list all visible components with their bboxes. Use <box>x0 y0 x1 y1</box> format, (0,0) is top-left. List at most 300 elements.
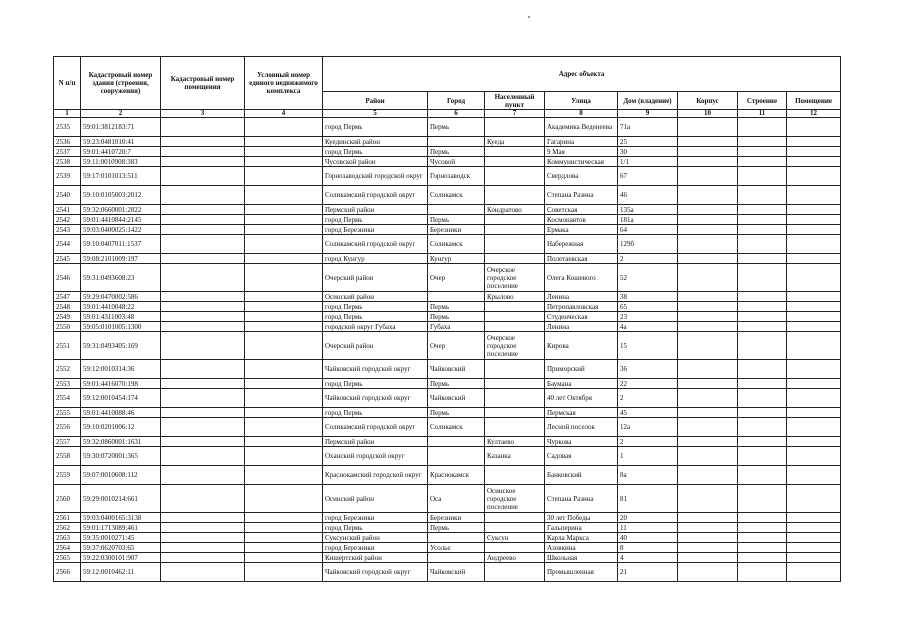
row-number-cell: 2541 <box>54 205 81 215</box>
row-number-cell: 2558 <box>54 447 81 466</box>
cadastral-number-cell: 59:30:0720001:365 <box>81 447 161 466</box>
district-cell: Очерский район <box>323 264 428 292</box>
settlement-cell <box>485 563 545 582</box>
cadastral-number-cell: 59:01:4311003:48 <box>81 312 161 322</box>
settlement-cell <box>485 408 545 418</box>
column-number: 12 <box>787 110 841 118</box>
city-cell <box>428 205 485 215</box>
street-cell: Гальперина <box>545 523 618 533</box>
table-row <box>54 553 841 563</box>
block-cell <box>678 147 738 157</box>
complex-number-cell <box>245 513 323 523</box>
district-cell: город Пермь <box>323 302 428 312</box>
column-number: 10 <box>678 110 738 118</box>
row-number-cell: 2548 <box>54 302 81 312</box>
city-cell: Пермь <box>428 215 485 225</box>
room-cell <box>787 553 841 563</box>
street-cell: Чуркова <box>545 437 618 447</box>
district-cell: город Пермь <box>323 118 428 137</box>
house-cell: 2 <box>618 437 678 447</box>
building-cell <box>738 235 787 254</box>
table-row <box>54 302 841 312</box>
table-row <box>54 264 841 292</box>
building-cell <box>738 264 787 292</box>
table-row <box>54 447 841 466</box>
building-cell <box>738 533 787 543</box>
table-row <box>54 137 841 147</box>
city-cell: Очер <box>428 332 485 360</box>
settlement-cell <box>485 418 545 437</box>
house-cell: 4 <box>618 553 678 563</box>
table-row <box>54 118 841 137</box>
settlement-cell <box>485 167 545 186</box>
street-cell: Академика Веденеева <box>545 118 618 137</box>
house-cell: 135а <box>618 205 678 215</box>
cadastral-number-cell: 59:05:0101005:1300 <box>81 322 161 332</box>
cadastral-number-cell: 59:32:0860001:1631 <box>81 437 161 447</box>
row-number-cell: 2565 <box>54 553 81 563</box>
complex-number-cell <box>245 379 323 389</box>
table-row <box>54 322 841 332</box>
room-cadastral-cell <box>161 533 245 543</box>
settlement-cell: Култаево <box>485 437 545 447</box>
house-cell: 20 <box>618 513 678 523</box>
row-number-cell: 2540 <box>54 186 81 205</box>
header-complex-number: Условный номер единого недвижимого комплекса <box>245 57 323 110</box>
row-number-cell: 2539 <box>54 167 81 186</box>
district-cell: Суксунский район <box>323 533 428 543</box>
cadastral-number-cell: 59:12:0010462:11 <box>81 563 161 582</box>
city-cell: Чайковский <box>428 563 485 582</box>
room-cadastral-cell <box>161 437 245 447</box>
street-cell: Петропавловская <box>545 302 618 312</box>
room-cell <box>787 332 841 360</box>
building-cell <box>738 147 787 157</box>
row-number-cell: 2544 <box>54 235 81 254</box>
cadastral-number-cell: 59:03:0400025:1422 <box>81 225 161 235</box>
header-street: Улица <box>545 92 618 110</box>
complex-number-cell <box>245 389 323 408</box>
district-cell: город Березники <box>323 513 428 523</box>
settlement-cell <box>485 235 545 254</box>
complex-number-cell <box>245 225 323 235</box>
district-cell: городской округ Губаха <box>323 322 428 332</box>
table-row <box>54 523 841 533</box>
room-cell <box>787 437 841 447</box>
street-cell: Промышленная <box>545 563 618 582</box>
room-cadastral-cell <box>161 302 245 312</box>
house-cell: 2 <box>618 254 678 264</box>
building-cell <box>738 379 787 389</box>
row-number-cell: 2550 <box>54 322 81 332</box>
block-cell <box>678 205 738 215</box>
building-cell <box>738 389 787 408</box>
street-cell: Студенческая <box>545 312 618 322</box>
row-number-cell: 2537 <box>54 147 81 157</box>
street-cell: Баумана <box>545 379 618 389</box>
settlement-cell <box>485 147 545 157</box>
building-cell <box>738 254 787 264</box>
street-cell: Гагарина <box>545 137 618 147</box>
room-cadastral-cell <box>161 418 245 437</box>
block-cell <box>678 302 738 312</box>
row-number-cell: 2556 <box>54 418 81 437</box>
cadastral-number-cell: 59:29:0470002:586 <box>81 292 161 302</box>
complex-number-cell <box>245 563 323 582</box>
header-city: Город <box>428 92 485 110</box>
room-cadastral-cell <box>161 447 245 466</box>
room-cadastral-cell <box>161 205 245 215</box>
cadastral-number-cell: 59:01:4416070:198 <box>81 379 161 389</box>
street-cell: Лесной поселок <box>545 418 618 437</box>
row-number-cell: 2546 <box>54 264 81 292</box>
room-cadastral-cell <box>161 167 245 186</box>
room-cell <box>787 360 841 379</box>
row-number-cell: 2563 <box>54 533 81 543</box>
block-cell <box>678 408 738 418</box>
city-cell: Чайковский <box>428 389 485 408</box>
room-cadastral-cell <box>161 543 245 553</box>
complex-number-cell <box>245 312 323 322</box>
district-cell: Осинский район <box>323 292 428 302</box>
room-cadastral-cell <box>161 553 245 563</box>
street-cell: 9 Мая <box>545 147 618 157</box>
complex-number-cell <box>245 235 323 254</box>
cadastral-number-cell: 59:01:4410844:2145 <box>81 215 161 225</box>
settlement-cell <box>485 543 545 553</box>
complex-number-cell <box>245 118 323 137</box>
building-cell <box>738 292 787 302</box>
street-cell: Садовая <box>545 447 618 466</box>
row-number-cell: 2552 <box>54 360 81 379</box>
district-cell: Чусовской район <box>323 157 428 167</box>
table-row <box>54 466 841 485</box>
room-cell <box>787 292 841 302</box>
block-cell <box>678 167 738 186</box>
cadastral-number-cell: 59:17:0101013:511 <box>81 167 161 186</box>
room-cell <box>787 408 841 418</box>
district-cell: город Пермь <box>323 147 428 157</box>
settlement-cell <box>485 225 545 235</box>
district-cell: Пермский район <box>323 205 428 215</box>
table-row <box>54 292 841 302</box>
settlement-cell <box>485 513 545 523</box>
complex-number-cell <box>245 264 323 292</box>
district-cell: город Кунгур <box>323 254 428 264</box>
building-cell <box>738 157 787 167</box>
room-cadastral-cell <box>161 332 245 360</box>
block-cell <box>678 137 738 147</box>
room-cadastral-cell <box>161 292 245 302</box>
building-cell <box>738 302 787 312</box>
district-cell: Пермский район <box>323 437 428 447</box>
settlement-cell <box>485 254 545 264</box>
table-row <box>54 205 841 215</box>
city-cell <box>428 553 485 563</box>
street-cell: Банковский <box>545 466 618 485</box>
cadastral-number-cell: 59:10:0201006:12 <box>81 418 161 437</box>
header-settlement: Населенный пункт <box>485 92 545 110</box>
street-cell: 30 лет Победы <box>545 513 618 523</box>
city-cell <box>428 437 485 447</box>
table-row <box>54 332 841 360</box>
complex-number-cell <box>245 215 323 225</box>
row-number-cell: 2564 <box>54 543 81 553</box>
room-cell <box>787 186 841 205</box>
complex-number-cell <box>245 466 323 485</box>
column-number: 8 <box>545 110 618 118</box>
settlement-cell <box>485 118 545 137</box>
header-number: N п/п <box>54 57 81 110</box>
building-cell <box>738 437 787 447</box>
room-cell <box>787 485 841 513</box>
building-cell <box>738 485 787 513</box>
table-row <box>54 418 841 437</box>
block-cell <box>678 513 738 523</box>
room-cell <box>787 322 841 332</box>
city-cell: Березники <box>428 225 485 235</box>
column-number: 11 <box>738 110 787 118</box>
building-cell <box>738 447 787 466</box>
room-cadastral-cell <box>161 466 245 485</box>
city-cell: Пермь <box>428 302 485 312</box>
table-row <box>54 389 841 408</box>
cadastral-number-cell: 59:07:0010608:112 <box>81 466 161 485</box>
block-cell <box>678 360 738 379</box>
row-number-cell: 2560 <box>54 485 81 513</box>
complex-number-cell <box>245 137 323 147</box>
building-cell <box>738 563 787 582</box>
city-cell: Пермь <box>428 379 485 389</box>
complex-number-cell <box>245 205 323 215</box>
cadastral-number-cell: 59:12:0010454:174 <box>81 389 161 408</box>
house-cell: 15 <box>618 332 678 360</box>
room-cadastral-cell <box>161 360 245 379</box>
header-address: Адрес объекта <box>323 57 841 92</box>
building-cell <box>738 553 787 563</box>
table-row <box>54 312 841 322</box>
complex-number-cell <box>245 186 323 205</box>
city-cell: Пермь <box>428 118 485 137</box>
complex-number-cell <box>245 408 323 418</box>
house-cell: 38 <box>618 292 678 302</box>
column-number: 2 <box>81 110 161 118</box>
row-number-cell: 2557 <box>54 437 81 447</box>
street-cell: Коммунистическая <box>545 157 618 167</box>
complex-number-cell <box>245 533 323 543</box>
block-cell <box>678 533 738 543</box>
house-cell: 52 <box>618 264 678 292</box>
city-cell: Чайковский <box>428 360 485 379</box>
district-cell: Соликамский городской округ <box>323 186 428 205</box>
block-cell <box>678 322 738 332</box>
city-cell: Соликамск <box>428 186 485 205</box>
room-cell <box>787 302 841 312</box>
building-cell <box>738 118 787 137</box>
room-cell <box>787 389 841 408</box>
street-cell: Азовкина <box>545 543 618 553</box>
block-cell <box>678 235 738 254</box>
complex-number-cell <box>245 553 323 563</box>
city-cell <box>428 533 485 543</box>
building-cell <box>738 312 787 322</box>
room-cadastral-cell <box>161 157 245 167</box>
row-number-cell: 2536 <box>54 137 81 147</box>
table-row <box>54 360 841 379</box>
room-cell <box>787 254 841 264</box>
settlement-cell <box>485 360 545 379</box>
room-cell <box>787 235 841 254</box>
table-row <box>54 147 841 157</box>
building-cell <box>738 523 787 533</box>
cadastral-number-cell: 59:29:0010214:661 <box>81 485 161 513</box>
cadastral-number-cell: 59:10:0105003:2012 <box>81 186 161 205</box>
block-cell <box>678 254 738 264</box>
room-cadastral-cell <box>161 408 245 418</box>
settlement-cell: Крылово <box>485 292 545 302</box>
row-number-cell: 2538 <box>54 157 81 167</box>
room-cadastral-cell <box>161 485 245 513</box>
street-cell: Космонавтов <box>545 215 618 225</box>
register-table <box>53 56 841 582</box>
cadastral-number-cell: 59:03:0400165:3138 <box>81 513 161 523</box>
room-cell <box>787 513 841 523</box>
house-cell: 46 <box>618 186 678 205</box>
house-cell: 1 <box>618 447 678 466</box>
block-cell <box>678 225 738 235</box>
cadastral-number-cell: 59:01:1713089:461 <box>81 523 161 533</box>
block-cell <box>678 215 738 225</box>
district-cell: Чайковский городской округ <box>323 389 428 408</box>
block-cell <box>678 332 738 360</box>
row-number-cell: 2561 <box>54 513 81 523</box>
row-number-cell: 2543 <box>54 225 81 235</box>
room-cadastral-cell <box>161 235 245 254</box>
street-cell: Степана Разина <box>545 485 618 513</box>
block-cell <box>678 157 738 167</box>
room-cadastral-cell <box>161 186 245 205</box>
house-cell: 22 <box>618 379 678 389</box>
table-row <box>54 186 841 205</box>
room-cell <box>787 225 841 235</box>
district-cell: Соликамский городской округ <box>323 235 428 254</box>
table-row <box>54 513 841 523</box>
column-number: 1 <box>54 110 81 118</box>
settlement-cell <box>485 302 545 312</box>
complex-number-cell <box>245 437 323 447</box>
cadastral-number-cell: 59:31:0493405:169 <box>81 332 161 360</box>
district-cell: город Пермь <box>323 215 428 225</box>
street-cell: Школьная <box>545 553 618 563</box>
room-cell <box>787 137 841 147</box>
district-cell: Краснокамский городской округ <box>323 466 428 485</box>
complex-number-cell <box>245 523 323 533</box>
city-cell: Пермь <box>428 408 485 418</box>
settlement-cell <box>485 389 545 408</box>
row-number-cell: 2555 <box>54 408 81 418</box>
cadastral-number-cell: 59:01:4410088:46 <box>81 408 161 418</box>
block-cell <box>678 292 738 302</box>
house-cell: 11 <box>618 523 678 533</box>
room-cell <box>787 447 841 466</box>
settlement-cell: Очерское городское поселение <box>485 332 545 360</box>
cadastral-number-cell: 59:08:2101009:197 <box>81 254 161 264</box>
header-district: Район <box>323 92 428 110</box>
table-row <box>54 235 841 254</box>
room-cell <box>787 118 841 137</box>
complex-number-cell <box>245 254 323 264</box>
district-cell: город Пермь <box>323 379 428 389</box>
district-cell: город Березники <box>323 225 428 235</box>
header-cadastral-building: Кадастровый номер здания (строения, сооружения) <box>81 57 161 110</box>
header-building: Строение <box>738 92 787 110</box>
building-cell <box>738 167 787 186</box>
table-row <box>54 225 841 235</box>
house-cell: 8 <box>618 543 678 553</box>
column-number: 9 <box>618 110 678 118</box>
street-cell: Набережная <box>545 235 618 254</box>
room-cadastral-cell <box>161 118 245 137</box>
settlement-cell: Куеда <box>485 137 545 147</box>
cadastral-number-cell: 59:01:3812183:71 <box>81 118 161 137</box>
room-cadastral-cell <box>161 312 245 322</box>
district-cell: Куединский район <box>323 137 428 147</box>
table-row <box>54 379 841 389</box>
district-cell: город Пермь <box>323 408 428 418</box>
complex-number-cell <box>245 292 323 302</box>
settlement-cell <box>485 379 545 389</box>
building-cell <box>738 360 787 379</box>
room-cell <box>787 523 841 533</box>
cadastral-number-cell: 59:12:0010314:36 <box>81 360 161 379</box>
room-cell <box>787 379 841 389</box>
header-block: Корпус <box>678 92 738 110</box>
room-cadastral-cell <box>161 215 245 225</box>
city-cell: Оса <box>428 485 485 513</box>
room-cadastral-cell <box>161 523 245 533</box>
street-cell: Олега Кошевого <box>545 264 618 292</box>
block-cell <box>678 447 738 466</box>
city-cell: Пермь <box>428 523 485 533</box>
column-number: 5 <box>323 110 428 118</box>
house-cell: 30 <box>618 147 678 157</box>
city-cell: Соликамск <box>428 235 485 254</box>
house-cell: 45 <box>618 408 678 418</box>
street-cell: Ленина <box>545 322 618 332</box>
building-cell <box>738 322 787 332</box>
building-cell <box>738 466 787 485</box>
complex-number-cell <box>245 147 323 157</box>
column-number: 7 <box>485 110 545 118</box>
city-cell: Чусовой <box>428 157 485 167</box>
settlement-cell <box>485 157 545 167</box>
street-cell: Свердлова <box>545 167 618 186</box>
settlement-cell <box>485 186 545 205</box>
table-row <box>54 543 841 553</box>
district-cell: Очерский район <box>323 332 428 360</box>
building-cell <box>738 186 787 205</box>
house-cell: 1/1 <box>618 157 678 167</box>
block-cell <box>678 543 738 553</box>
block-cell <box>678 466 738 485</box>
block-cell <box>678 118 738 137</box>
city-cell: Губаха <box>428 322 485 332</box>
district-cell: Чайковский городской округ <box>323 360 428 379</box>
building-cell <box>738 418 787 437</box>
room-cell <box>787 466 841 485</box>
complex-number-cell <box>245 322 323 332</box>
city-cell <box>428 292 485 302</box>
